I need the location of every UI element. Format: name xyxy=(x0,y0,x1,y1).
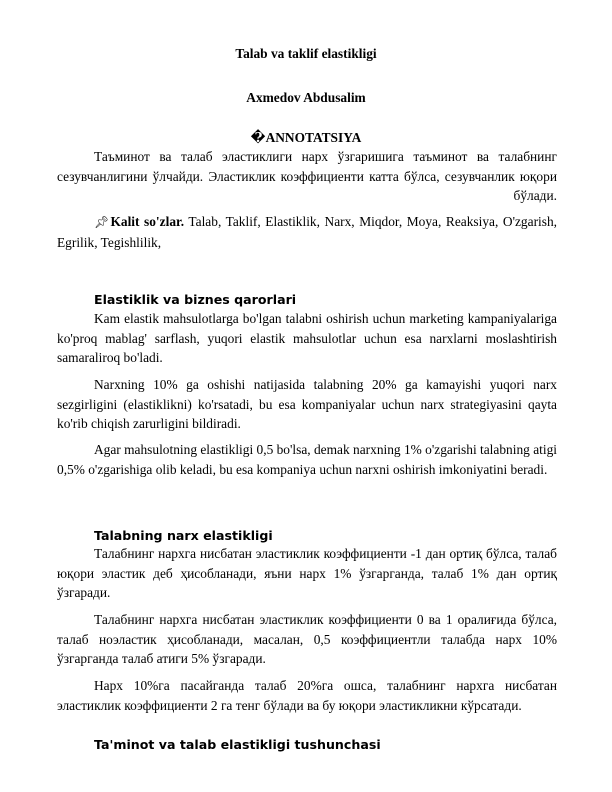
paragraph: Талабнинг нархга нисбатан эластиклик коэффициенти -1 дан ортиқ бўлса, талаб юқори эластик деб ҳисобланади, яъни нарх 1% ўзгарганда, талаб 1% дан ортиқ ўзгаради. xyxy=(57,546,557,601)
annotation-text: Таъминот ва талаб эластиклиги нарх ўзгаришига таъминот ва талабнинг сезувчанлигини ўлчайди. Эластиклик коэффициенти катта бўлса, сезувчанлик юқори бўлади. xyxy=(57,149,557,204)
annotation-heading: �ANNOTATSIYA xyxy=(250,130,362,145)
document-title: Talab va taklif elastikligi xyxy=(235,46,377,61)
section-price-elasticity xyxy=(57,544,557,603)
section-business xyxy=(57,309,557,368)
annotation-paragraph xyxy=(57,147,557,206)
paragraph: Agar mahsulotning elastikligi 0,5 bo'lsa, demak narxning 1% o'zgarishi talabning atigi 0,5% o'zgarishiga olib keladi, bu esa kompaniya uchun narxni oshirish imkoniyatini beradi. xyxy=(57,442,557,477)
paragraph: Narxning 10% ga oshishi natijasida talabning 20% ga kamayishi yuqori narx sezgirligini (elastiklikni) ko'rsatadi, bu esa kompaniyalar uchun narx strategiyasini qayta ko'rib chiqish zarurligini bildiradi. xyxy=(57,377,557,432)
paragraph-block xyxy=(57,440,557,479)
paragraph-block xyxy=(57,676,557,715)
keywords-label: Kalit so'zlar. xyxy=(110,214,185,229)
paragraph: Нарх 10%га пасайганда талаб 20%га ошса, талабнинг нархга нисбатан эластиклик коэффициенти 2 га тенг бўлади ва бу юқори эластикликни кўрсатади. xyxy=(57,678,557,713)
pin-icon: 📌︎ xyxy=(94,215,111,229)
section-heading-price-elasticity: Talabning narx elastikligi xyxy=(94,528,273,543)
keywords-paragraph xyxy=(57,212,557,252)
section-heading-supply-demand: Ta'minot va talab elastikligi tushunchasi xyxy=(94,737,381,752)
author-name: Axmedov Abdusalim xyxy=(246,90,366,105)
paragraph: Талабнинг нархга нисбатан эластиклик коэффициенти 0 ва 1 оралиғида бўлса, талаб ноэластик ҳисобланади, масалан, 0,5 коэффициентли талабда нарх 10% ўзгарганда талаб атиги 5% ўзгаради. xyxy=(57,612,557,667)
paragraph-block xyxy=(57,610,557,669)
keywords-text: Talab, Taklif, Elastiklik, Narx, Miqdor, Moya, Reaksiya, O'zgarish, Egrilik, Tegishlilik, xyxy=(57,214,558,250)
paragraph-block xyxy=(57,375,557,434)
section-heading-business: Elastiklik va biznes qarorlari xyxy=(94,292,297,307)
paragraph: Kam elastik mahsulotlarga bo'lgan talabni oshirish uchun marketing kampaniyalariga ko'proq mablag' sarflash, yuqori elastik mahsulotlar uchun esa narxlarni moslashtirish samaraliroq bo'ladi. xyxy=(57,311,557,366)
